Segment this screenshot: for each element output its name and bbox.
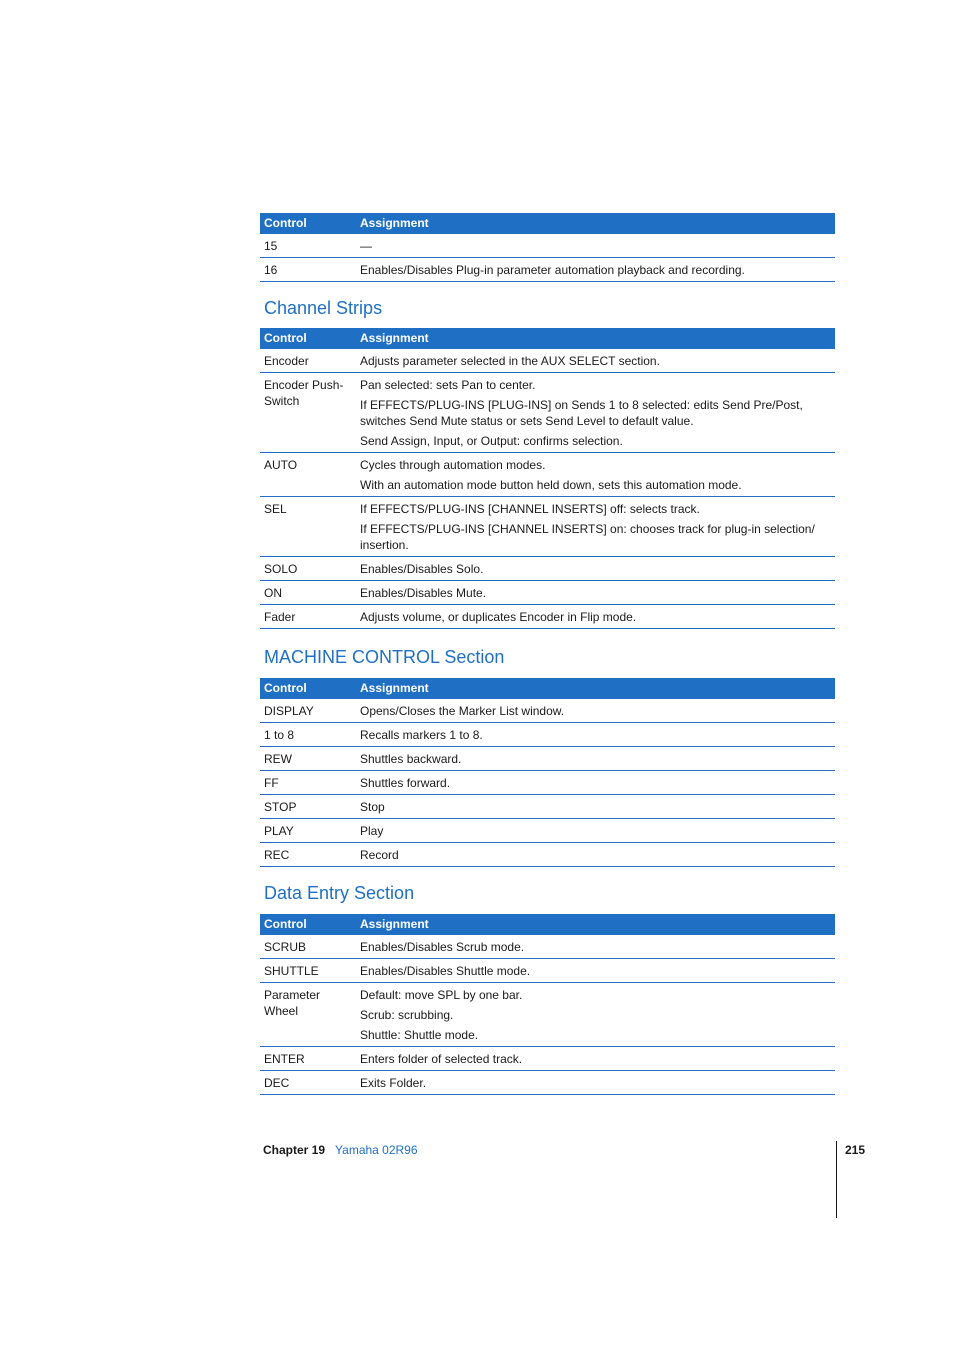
section-title: MACHINE CONTROL Section xyxy=(264,647,505,667)
cell-assignment xyxy=(356,234,835,258)
assignment-line: Cycles through automation modes. xyxy=(360,458,546,472)
cell-assignment xyxy=(356,581,835,605)
assignment-line: Shuttle: Shuttle mode. xyxy=(360,1028,479,1042)
page-number: 215 xyxy=(845,1143,866,1157)
assignment-line: Scrub: scrubbing. xyxy=(360,1008,454,1022)
table-row xyxy=(260,557,835,581)
table-row xyxy=(260,581,835,605)
cell-control: SCRUB xyxy=(260,935,356,959)
header-assignment: Assignment xyxy=(356,328,835,349)
cell-assignment xyxy=(356,723,835,747)
assignment-line: If EFFECTS/PLUG-INS [PLUG-INS] on Sends 1 to 8 selected: edits Send Pre/Post, switches Send Mute status or sets Send Level to default value. xyxy=(360,398,803,428)
cell-assignment xyxy=(356,453,835,497)
assignment-line: If EFFECTS/PLUG-INS [CHANNEL INSERTS] on: chooses track for plug-in selection/ insertion. xyxy=(360,522,815,552)
cell-assignment xyxy=(356,983,835,1047)
cell-assignment xyxy=(356,771,835,795)
assignment-line: Enables/Disables Plug-in parameter automation playback and recording. xyxy=(360,263,745,277)
assignment-line: Play xyxy=(360,824,384,838)
cell-assignment xyxy=(356,819,835,843)
header-assignment: Assignment xyxy=(356,914,835,935)
section-machine-control xyxy=(260,645,835,867)
table-row xyxy=(260,935,835,959)
cell-assignment xyxy=(356,935,835,959)
cell-control: PLAY xyxy=(260,819,356,843)
header-assignment: Assignment xyxy=(356,213,835,234)
cell-assignment xyxy=(356,843,835,867)
header-control: Control xyxy=(260,914,356,935)
cell-control: SOLO xyxy=(260,557,356,581)
cell-control: 15 xyxy=(260,234,356,258)
table-row xyxy=(260,258,835,282)
table-row xyxy=(260,1047,835,1071)
cell-control: SHUTTLE xyxy=(260,959,356,983)
assignment-line: Enables/Disables Scrub mode. xyxy=(360,940,525,954)
table-row xyxy=(260,747,835,771)
section-title: Channel Strips xyxy=(264,298,383,318)
assignment-line: Default: move SPL by one bar. xyxy=(360,988,523,1002)
cell-control: REC xyxy=(260,843,356,867)
cell-control: FF xyxy=(260,771,356,795)
cell-control: ENTER xyxy=(260,1047,356,1071)
assignment-line: Opens/Closes the Marker List window. xyxy=(360,704,565,718)
table-row xyxy=(260,349,835,373)
assignment-line: Pan selected: sets Pan to center. xyxy=(360,378,536,392)
cell-assignment xyxy=(356,1047,835,1071)
cell-control: 16 xyxy=(260,258,356,282)
footer-divider xyxy=(836,1141,837,1218)
cell-control: Encoder xyxy=(260,349,356,373)
cell-assignment xyxy=(356,747,835,771)
table-top-container xyxy=(260,213,835,282)
cell-control: Parameter Wheel xyxy=(260,983,356,1047)
table-machine-control xyxy=(260,678,835,867)
table-row xyxy=(260,843,835,867)
cell-assignment xyxy=(356,258,835,282)
cell-control: Fader xyxy=(260,605,356,629)
page-footer xyxy=(263,1143,418,1157)
cell-control: REW xyxy=(260,747,356,771)
table-row xyxy=(260,771,835,795)
cell-assignment xyxy=(356,699,835,723)
section-data-entry xyxy=(260,881,835,1095)
section-title: Data Entry Section xyxy=(264,883,415,903)
table-row xyxy=(260,1071,835,1095)
cell-assignment xyxy=(356,349,835,373)
table-header-row xyxy=(260,213,835,234)
table-row xyxy=(260,959,835,983)
cell-assignment xyxy=(356,795,835,819)
cell-control: SEL xyxy=(260,497,356,557)
section-channel-strips xyxy=(260,296,835,629)
cell-control: Encoder Push-Switch xyxy=(260,373,356,453)
table-row xyxy=(260,234,835,258)
assignment-line: Send Assign, Input, or Output: confirms selection. xyxy=(360,434,623,448)
assignment-line: Adjusts volume, or duplicates Encoder in Flip mode. xyxy=(360,610,637,624)
header-control: Control xyxy=(260,678,356,699)
assignment-line: Enables/Disables Shuttle mode. xyxy=(360,964,531,978)
cell-assignment xyxy=(356,1071,835,1095)
cell-assignment xyxy=(356,373,835,453)
table-header-row xyxy=(260,328,835,349)
assignment-line: Shuttles backward. xyxy=(360,752,462,766)
assignment-line: — xyxy=(360,239,372,253)
table-row xyxy=(260,453,835,497)
table-row xyxy=(260,795,835,819)
cell-assignment xyxy=(356,497,835,557)
assignment-line: Enters folder of selected track. xyxy=(360,1052,523,1066)
cell-control: DEC xyxy=(260,1071,356,1095)
assignment-line: Enables/Disables Solo. xyxy=(360,562,484,576)
assignment-line: Exits Folder. xyxy=(360,1076,427,1090)
header-control: Control xyxy=(260,328,356,349)
cell-control: STOP xyxy=(260,795,356,819)
assignment-line: If EFFECTS/PLUG-INS [CHANNEL INSERTS] off: selects track. xyxy=(360,502,700,516)
assignment-line: Record xyxy=(360,848,399,862)
table-data-entry xyxy=(260,914,835,1095)
assignment-line: Recalls markers 1 to 8. xyxy=(360,728,483,742)
header-assignment: Assignment xyxy=(356,678,835,699)
header-control: Control xyxy=(260,213,356,234)
table-top xyxy=(260,213,835,282)
cell-control: AUTO xyxy=(260,453,356,497)
cell-control: 1 to 8 xyxy=(260,723,356,747)
table-row xyxy=(260,605,835,629)
table-channel-strips xyxy=(260,328,835,629)
table-row xyxy=(260,983,835,1047)
footer-chapter: Chapter 19 xyxy=(263,1143,326,1157)
assignment-line: Adjusts parameter selected in the AUX SELECT section. xyxy=(360,354,660,368)
assignment-line: With an automation mode button held down, sets this automation mode. xyxy=(360,478,742,492)
footer-chapter-title[interactable]: Yamaha 02R96 xyxy=(335,1143,418,1157)
table-row xyxy=(260,819,835,843)
cell-assignment xyxy=(356,959,835,983)
table-row xyxy=(260,497,835,557)
table-header-row xyxy=(260,678,835,699)
cell-assignment xyxy=(356,557,835,581)
table-row xyxy=(260,723,835,747)
assignment-line: Shuttles forward. xyxy=(360,776,451,790)
table-row xyxy=(260,699,835,723)
cell-control: ON xyxy=(260,581,356,605)
table-header-row xyxy=(260,914,835,935)
cell-control: DISPLAY xyxy=(260,699,356,723)
table-row xyxy=(260,373,835,453)
assignment-line: Stop xyxy=(360,800,385,814)
assignment-line: Enables/Disables Mute. xyxy=(360,586,487,600)
cell-assignment xyxy=(356,605,835,629)
